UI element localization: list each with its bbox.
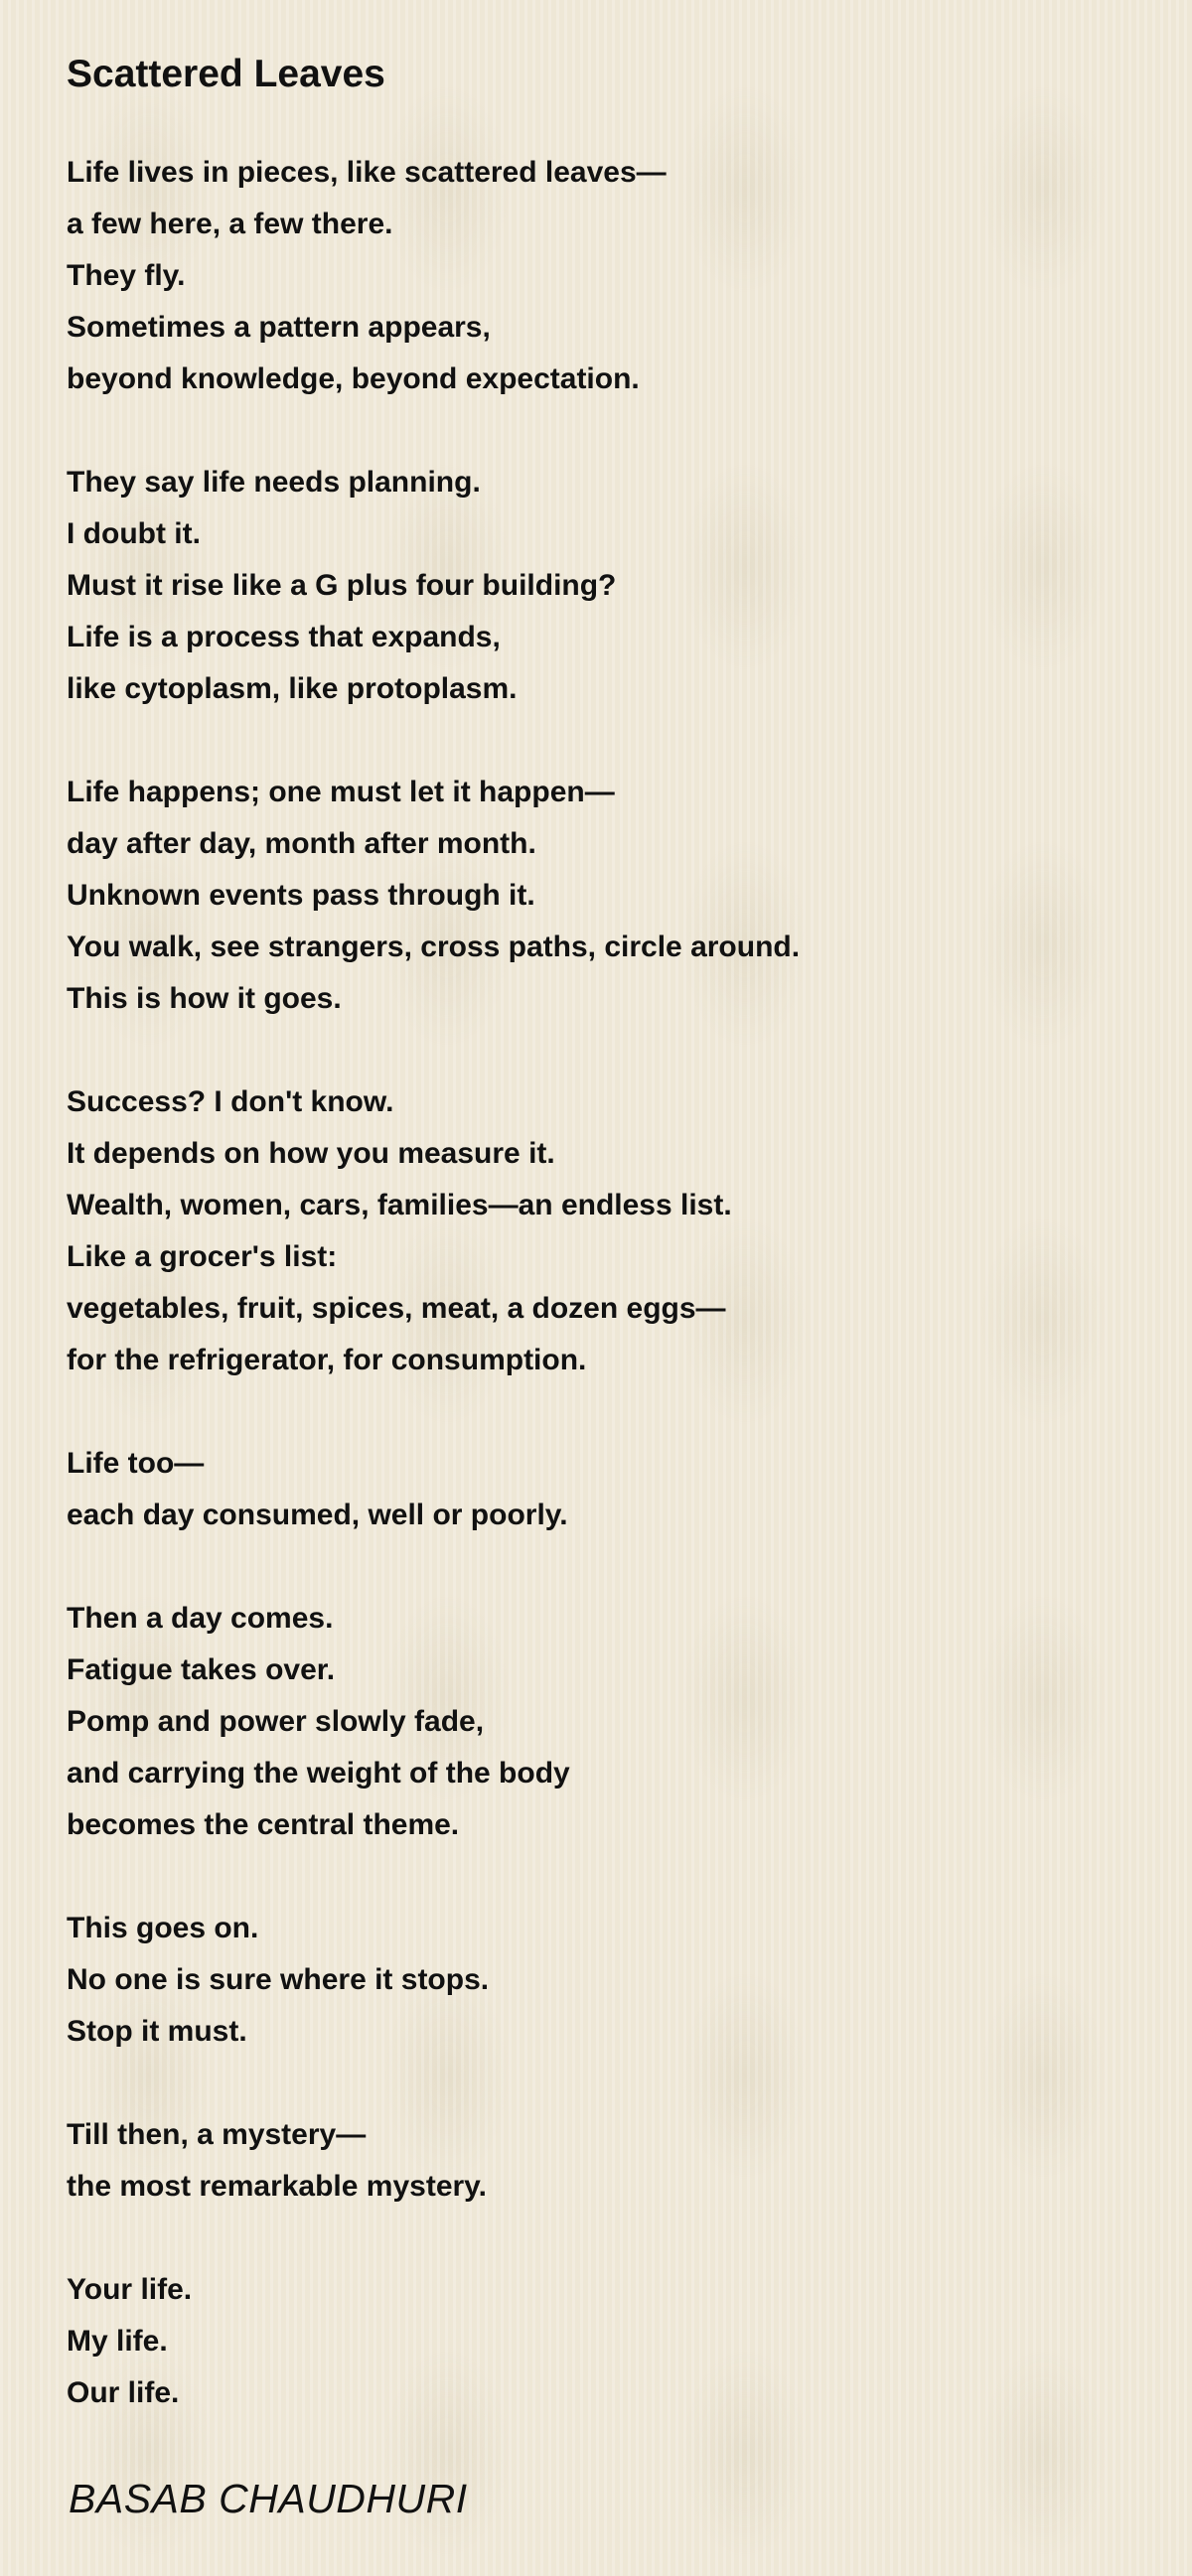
poem-line: Life happens; one must let it happen— bbox=[67, 776, 615, 808]
stanza bbox=[67, 147, 1139, 405]
poem-line: They fly. bbox=[67, 259, 186, 292]
poem-line: the most remarkable mystery. bbox=[67, 2170, 487, 2203]
poem-line: Unknown events pass through it. bbox=[67, 879, 535, 912]
poem-line: Your life. bbox=[67, 2273, 193, 2306]
poem-line: becomes the central theme. bbox=[67, 1808, 460, 1841]
poem-line: Our life. bbox=[67, 2376, 180, 2409]
poem-line: Life is a process that expands, bbox=[67, 621, 501, 653]
poem-line: like cytoplasm, like protoplasm. bbox=[67, 672, 518, 705]
stanza bbox=[67, 457, 1139, 715]
stanza bbox=[67, 767, 1139, 1025]
stanza bbox=[67, 1593, 1139, 1851]
poem-line: This is how it goes. bbox=[67, 982, 342, 1015]
author-name: BASAB CHAUDHURI bbox=[69, 2476, 468, 2521]
poem-line: You walk, see strangers, cross paths, circle around. bbox=[67, 930, 801, 963]
poem-line: Like a grocer's list: bbox=[67, 1240, 338, 1273]
poem-line: Wealth, women, cars, families—an endless list. bbox=[67, 1189, 732, 1221]
poem-line: beyond knowledge, beyond expectation. bbox=[67, 362, 640, 395]
poem-line: Sometimes a pattern appears, bbox=[67, 311, 491, 344]
stanza bbox=[67, 1903, 1139, 2058]
poem-line: and carrying the weight of the body bbox=[67, 1757, 570, 1789]
poem-line: Then a day comes. bbox=[67, 1602, 334, 1635]
poem-line: Stop it must. bbox=[67, 2015, 247, 2048]
poem-line: They say life needs planning. bbox=[67, 466, 481, 499]
stanza bbox=[67, 1438, 1139, 1541]
poem-line: Life too— bbox=[67, 1447, 205, 1480]
stanza bbox=[67, 1076, 1139, 1386]
poem-line: I doubt it. bbox=[67, 517, 201, 550]
poem-line: My life. bbox=[67, 2325, 168, 2358]
stanza bbox=[67, 2264, 1139, 2419]
poem-title: Scattered Leaves bbox=[67, 53, 385, 95]
poem-line: vegetables, fruit, spices, meat, a dozen eggs— bbox=[67, 1292, 726, 1325]
poem-line: No one is sure where it stops. bbox=[67, 1963, 490, 1996]
poem-line: day after day, month after month. bbox=[67, 827, 536, 860]
poem-line: for the refrigerator, for consumption. bbox=[67, 1344, 587, 1376]
poem-line: each day consumed, well or poorly. bbox=[67, 1499, 568, 1531]
poem-line: It depends on how you measure it. bbox=[67, 1137, 555, 1170]
poem-line: This goes on. bbox=[67, 1912, 259, 1944]
poem-line: a few here, a few there. bbox=[67, 208, 393, 240]
poem-body bbox=[67, 147, 1139, 2471]
poem-line: Life lives in pieces, like scattered leaves— bbox=[67, 156, 667, 189]
poem-line: Must it rise like a G plus four building? bbox=[67, 569, 617, 602]
poem-line: Success? I don't know. bbox=[67, 1085, 394, 1118]
stanza bbox=[67, 2109, 1139, 2213]
poem-line: Pomp and power slowly fade, bbox=[67, 1705, 485, 1738]
poem-line: Till then, a mystery— bbox=[67, 2118, 367, 2151]
poem-line: Fatigue takes over. bbox=[67, 1653, 336, 1686]
